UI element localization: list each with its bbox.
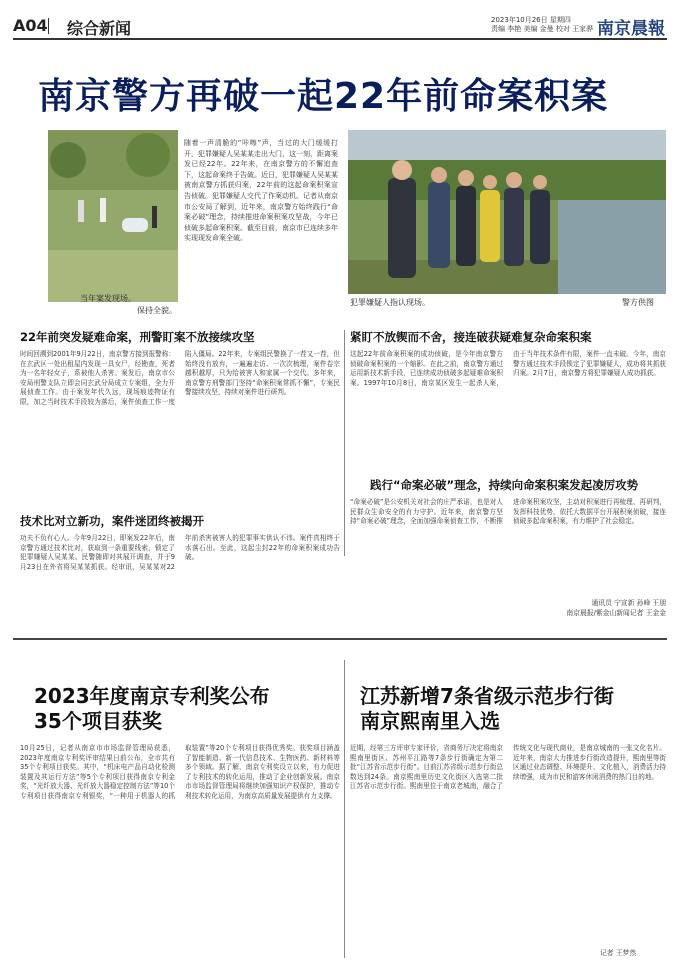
issue-meta <box>491 16 609 34</box>
story-3-title-line-1: 江苏新增7条省级示范步行街 <box>360 684 614 708</box>
story-3-byline: 记者 王梦然 <box>600 949 637 957</box>
crime-scene-photo <box>48 130 178 302</box>
lead-paragraph: 随着一声清脆的“咔嚓”声，当过的大门缓缓打开，犯罪嫌疑人吴某某走出大门，这一刻，距离案发已经22年。22年来，在南京警方的不懈追查下，这起命案终于告破。近日，犯罪嫌疑人吴某某被南京警方抓获归案，22年前的这起命案积案宣告侦破。犯罪嫌疑人交代了作案动机。记者从南京市公安局了解到，近年来，南京警方始终践行“命案必破”理念，持续推进命案积案攻坚战，今年已侦破多起命案积案。截至目前，南京市已连续多年实现现发命案全破。 <box>184 139 338 243</box>
story-3-title-line-2: 南京熙南里入选 <box>360 709 500 733</box>
header-divider <box>48 18 49 34</box>
page-header <box>13 14 667 40</box>
story-2-text: 10月25日，记者从南京市市场监督管理局获悉，2023年度南京专利奖评审结果日前公布，全市共有35个专利项目获奖。其中，“机床电产品自动化检测装置及其运行方法”等5个专利项目获得南京专利金奖，“光纤放大器、光纤放大器稳定控制方法”等10个专利项目获得南京专利银奖，“一种用于机器人的抓取装置”等20个专利项目获得优秀奖。获奖项目涵盖了智能制造、新一代信息技术、生物医药、新材料等多个领域。据了解，南京专利奖设立以来，有力促进了专利技术的转化运用，推动了企业创新发展。南京市市场监督管理局将继续加强知识产权保护，推动专利技术转化运用，为南京高质量发展提供有力支撑。 <box>20 744 340 800</box>
photo-caption-left-2: 保持全貌。 <box>137 306 177 315</box>
issue-date: 2023年10月26日 星期四 <box>491 16 571 24</box>
suspect-indicating-scene-photo <box>348 130 666 294</box>
crime-scene-illustration <box>48 130 178 302</box>
story-3-title <box>360 684 614 734</box>
story-3-text: 近期，经第三方评审专家评价，省商务厅决定将南京熙南里街区、苏州平江路等7条步行街确定为第二批“江苏省示范步行街”。目前江苏省级示范步行街总数达到24条。南京熙南里历史文化街区入选第二批江苏省示范步行街。熙南里位于南京老城南，融合了传统文化与现代商业，是南京城南的一张文化名片。近年来，南京大力推进步行街改造提升，熙南里等街区通过业态调整、环境提升、文化植入，消费活力持续增强，成为市民和游客休闲消费的热门目的地。 <box>350 744 666 791</box>
section-name: 综合新闻 <box>67 19 132 38</box>
column-divider <box>344 330 345 556</box>
story-2-title-line-1: 2023年度南京专利奖公布 <box>34 684 270 708</box>
story-2-title-line-2: 35个项目获奖 <box>34 709 162 733</box>
section-2-title: 紧盯不放锲而不舍，接连破获疑难复杂命案积案 <box>350 330 592 344</box>
section-1-text: 时间回溯到2001年9月22日，南京警方接到报警称：在玄武区一处出租屋内发现一具女尸，经勘查，死者为一名年轻女子，系被他人杀害。案发后，南京市公安局刑警支队立即会同玄武分局成立专案组，全力开展侦查工作。由于案发年代久远，现场痕迹物证有限，加之当时技术手段较为落后，案件侦查工作一度陷入僵局。22年来，专案组民警换了一茬又一茬，但始终没有放弃，一遍遍走访、一次次梳理，案件卷宗越积越厚，只为给被害人和家属一个交代。多年来，南京警方刑警部门坚持“命案积案常抓不懈”，专案民警接续攻坚，持续对案件进行研判。 <box>20 350 340 406</box>
story-1-byline <box>540 598 666 618</box>
main-headline: 南京警方再破一起22年前命案积案 <box>38 76 609 117</box>
photo-caption-left-1: 当年案发现场。 <box>80 294 136 303</box>
newspaper-logo: 南京晨報 <box>597 19 665 39</box>
section-2-text: 这起22年前命案积案的成功侦破，是今年南京警方侦破命案积案的一个缩影。在此之前，南京警方通过运用新技术新手段，已连续成功侦破多起疑难命案积案。1997年10月8日，南京某区发生一起杀人案，由于当年技术条件有限，案件一直未破。今年，南京警方通过技术手段锁定了犯罪嫌疑人，成功将其抓获归案。2月7日，南京警方将犯罪嫌疑人成功抓获。 <box>350 350 666 387</box>
issue-editors: 责编 李艳 美编 金曼 校对 王家骅 <box>491 25 594 33</box>
section-1-title: 22年前突发疑难命案，刑警盯案不放接续攻坚 <box>20 330 255 344</box>
photo-credit: 警方供图 <box>622 298 654 307</box>
page-number: A04 <box>13 16 48 35</box>
story-1-byline-line-1: 通讯员 宁宣新 孙峰 王朋 <box>591 599 666 607</box>
bottom-column-divider <box>344 660 345 958</box>
section-4-text: “命案必破”是公安机关对社会的庄严承诺，也是对人民群众生命安全的有力守护。近年来，南京警方坚持“命案必破”理念，全面加强命案侦查工作，不断推进命案积案攻坚，主动对积案进行再梳理、再研判，发挥科技优势，依托大数据平台开展积案侦破，接连侦破多起命案积案，有力维护了社会稳定。 <box>350 498 666 526</box>
section-3-text: 功夫不负有心人。今年9月22日，即案发22年后，南京警方通过技术比对，获取到一条重要线索，锁定了犯罪嫌疑人吴某某。民警随即对其展开调查，并于9月23日在外省将吴某某抓获。经审讯，吴某某对22年前杀害被害人的犯罪事实供认不讳。案件真相终于水落石出。至此，这起尘封22年的命案积案成功告破。 <box>20 534 340 571</box>
story-2-title <box>34 684 270 734</box>
story-1-byline-line-2: 南京晨报/紫金山新闻记者 王金金 <box>566 609 666 617</box>
scene-indication-illustration <box>348 130 666 294</box>
section-4-title: 践行“命案必破”理念，持续向命案积案发起凌厉攻势 <box>370 478 639 492</box>
story-divider <box>13 638 667 640</box>
photo-caption-right: 犯罪嫌疑人指认现场。 <box>350 298 430 307</box>
section-3-title: 技术比对立新功，案件迷团终被揭开 <box>20 514 204 528</box>
